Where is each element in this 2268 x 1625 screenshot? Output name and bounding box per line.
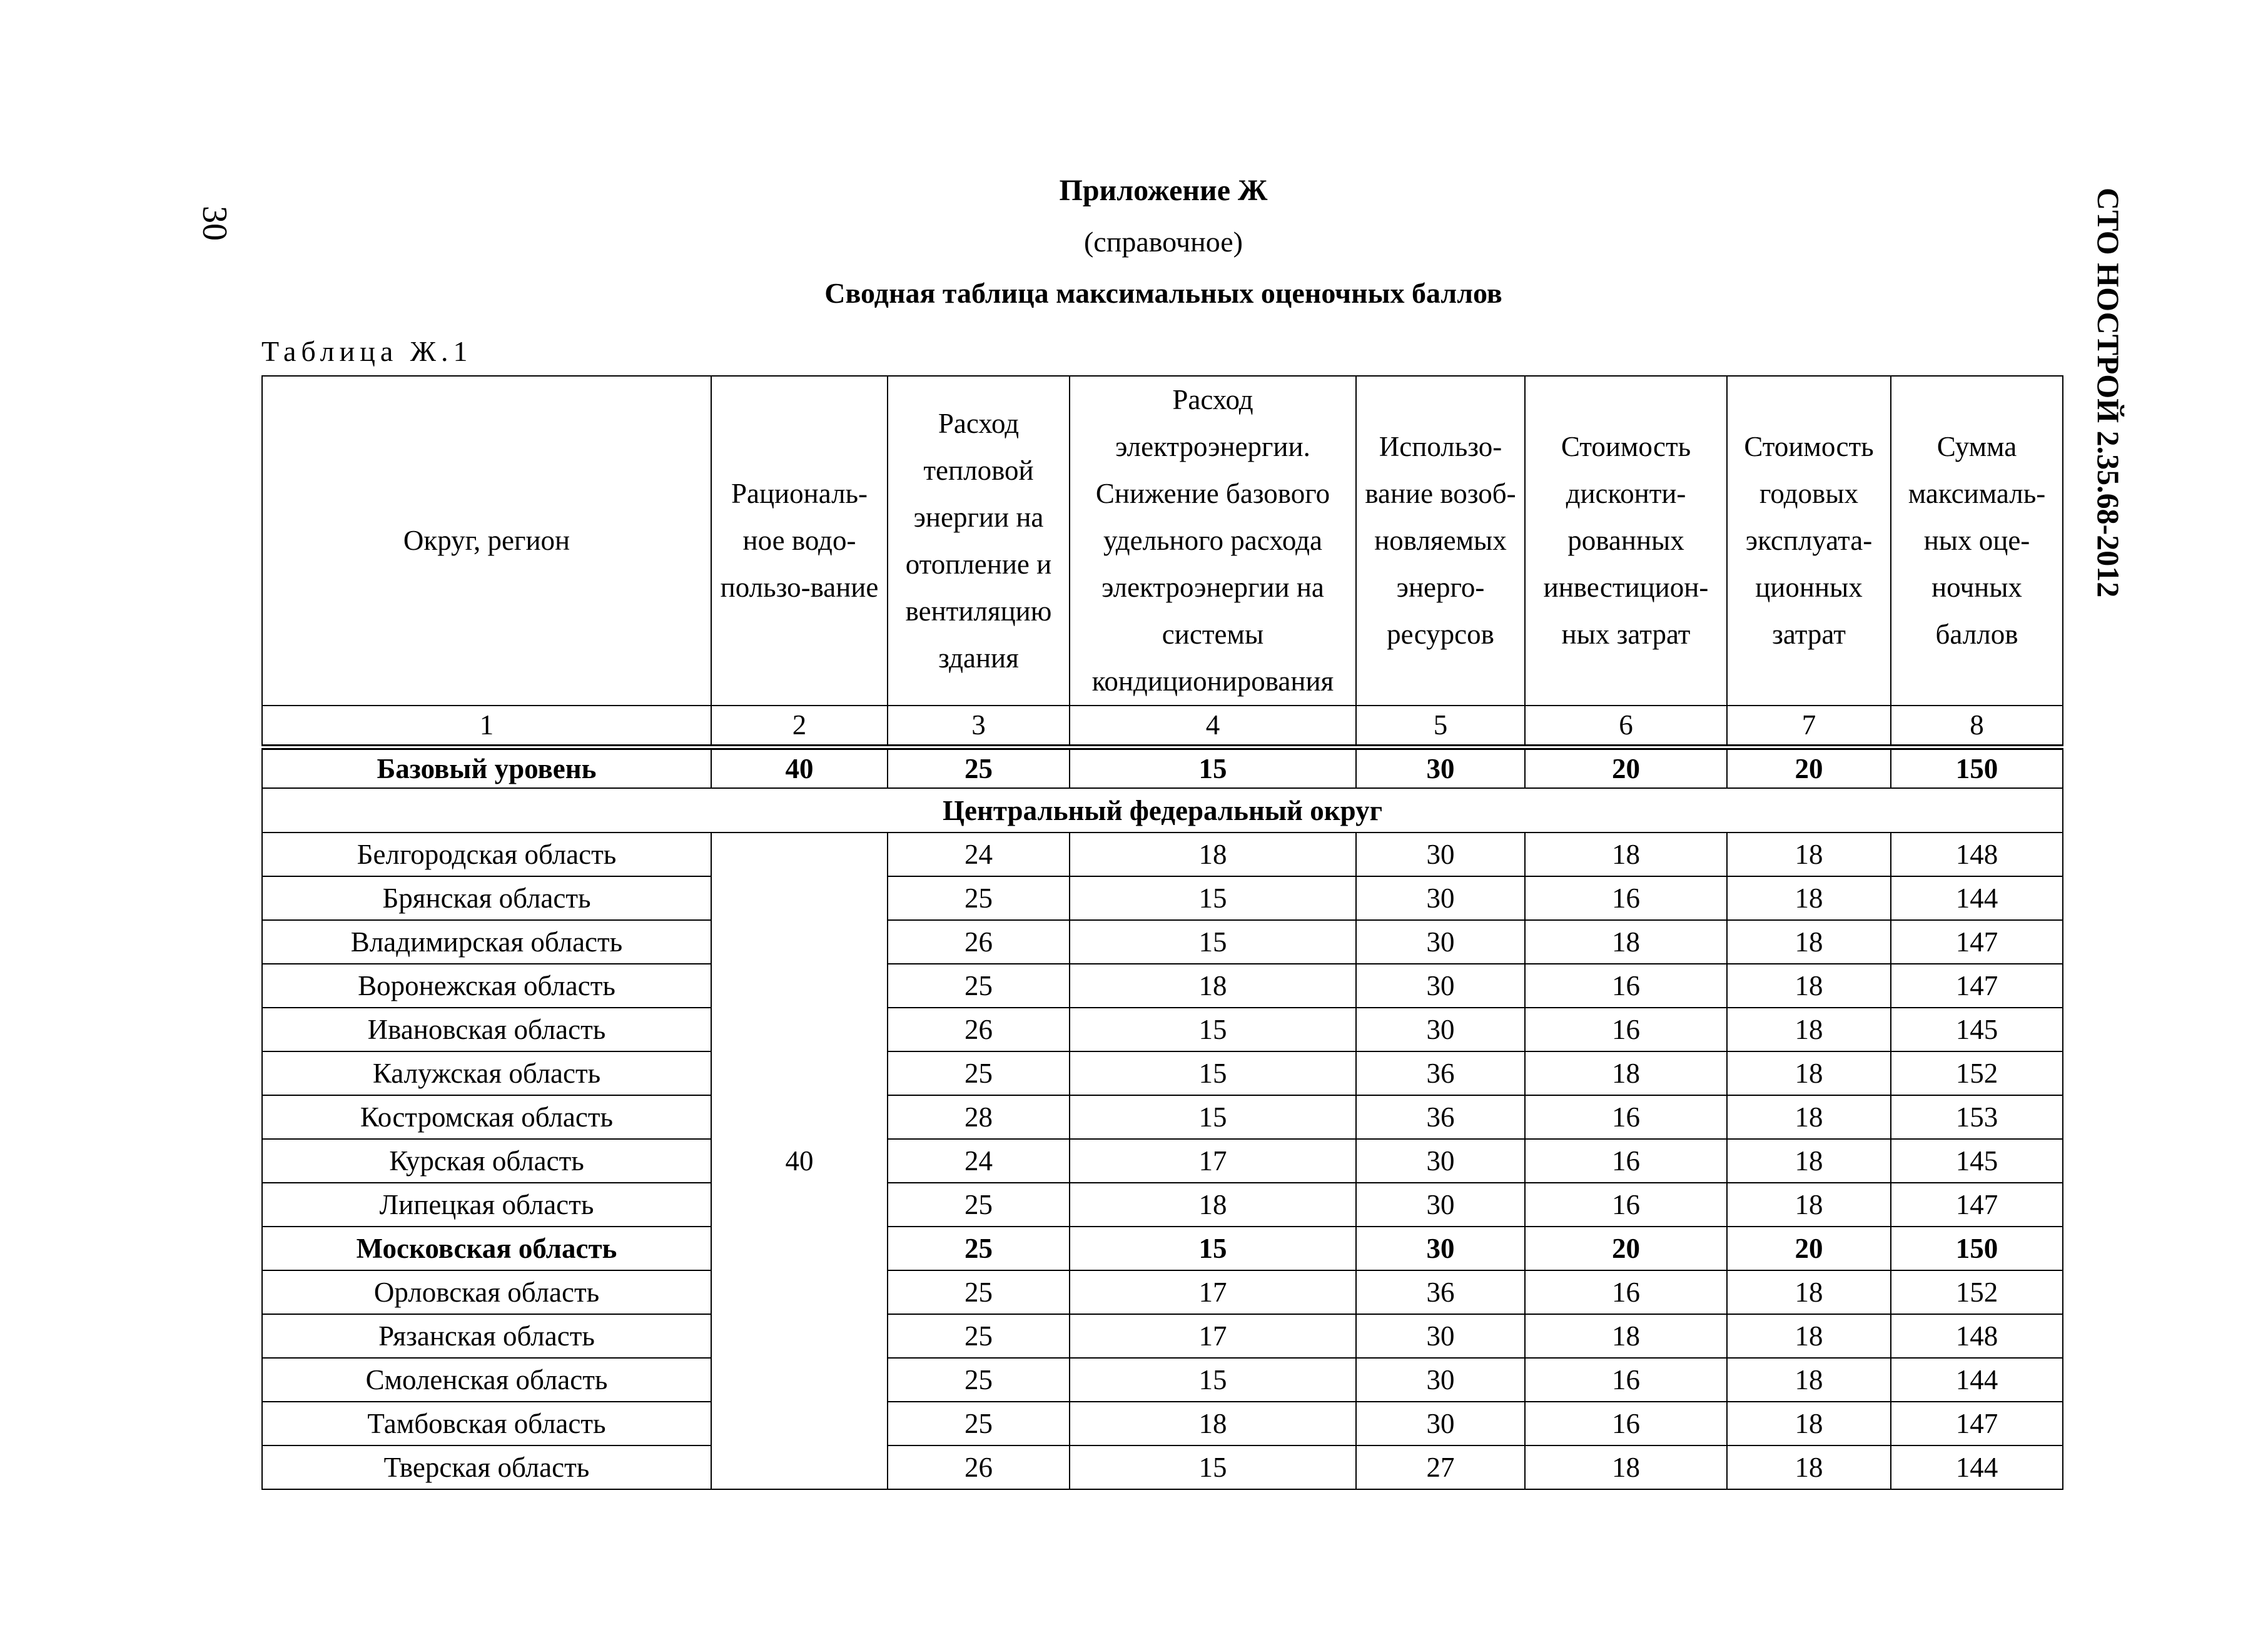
score-cell: 30 [1356, 964, 1525, 1008]
table-row [262, 964, 2063, 1008]
score-cell: 145 [1891, 1008, 2063, 1051]
table-row [262, 1227, 2063, 1270]
score-cell: 15 [1070, 1358, 1356, 1402]
region-name: Курская область [262, 1139, 711, 1183]
table-row [262, 1095, 2063, 1139]
score-cell: 26 [888, 1445, 1070, 1489]
score-cell: 150 [1891, 1227, 2063, 1270]
table-row [262, 920, 2063, 964]
score-cell: 145 [1891, 1139, 2063, 1183]
base-cell: 25 [888, 747, 1070, 788]
header-cell: Стоимость годовых эксплуата-ционных затрат [1727, 376, 1891, 706]
table-row [262, 1183, 2063, 1227]
score-cell: 18 [1727, 1358, 1891, 1402]
score-cell: 20 [1525, 1227, 1727, 1270]
score-cell: 25 [888, 1270, 1070, 1314]
region-name: Московская область [262, 1227, 711, 1270]
region-name: Белгородская область [262, 833, 711, 876]
region-name: Липецкая область [262, 1183, 711, 1227]
score-cell: 30 [1356, 1227, 1525, 1270]
score-cell: 30 [1356, 1358, 1525, 1402]
score-cell: 18 [1525, 920, 1727, 964]
score-cell: 30 [1356, 833, 1525, 876]
score-cell: 17 [1070, 1314, 1356, 1358]
score-cell: 147 [1891, 920, 2063, 964]
score-cell: 18 [1727, 833, 1891, 876]
region-name: Владимирская область [262, 920, 711, 964]
score-cell: 18 [1727, 1008, 1891, 1051]
column-number: 8 [1891, 706, 2063, 747]
score-cell: 18 [1525, 833, 1727, 876]
score-cell: 15 [1070, 1227, 1356, 1270]
region-name: Воронежская область [262, 964, 711, 1008]
score-cell: 18 [1727, 1402, 1891, 1445]
score-cell: 16 [1525, 1008, 1727, 1051]
column-number: 7 [1727, 706, 1891, 747]
header-cell: Расход электроэнергии. Снижение базового удельного расхода электроэнергии на системы кондиционирования [1070, 376, 1356, 706]
district-row [262, 788, 2063, 833]
document-code: СТО НОСТРОЙ 2.35.68-2012 [2091, 188, 2126, 598]
header-cell: Рациональ-ное водо-пользо-вание [711, 376, 888, 706]
column-number: 5 [1356, 706, 1525, 747]
score-cell: 18 [1070, 1183, 1356, 1227]
region-name: Ивановская область [262, 1008, 711, 1051]
score-cell: 15 [1070, 876, 1356, 920]
column-number: 2 [711, 706, 888, 747]
score-cell: 15 [1070, 920, 1356, 964]
base-cell: 20 [1525, 747, 1727, 788]
score-cell: 18 [1525, 1314, 1727, 1358]
score-cell: 15 [1070, 1095, 1356, 1139]
score-cell: 30 [1356, 876, 1525, 920]
base-cell: 150 [1891, 747, 2063, 788]
table-row [262, 1445, 2063, 1489]
score-cell: 25 [888, 1314, 1070, 1358]
header-row [262, 376, 2063, 706]
heading-block [263, 172, 2064, 312]
score-cell: 16 [1525, 1139, 1727, 1183]
score-cell: 25 [888, 1051, 1070, 1095]
score-cell: 18 [1727, 1183, 1891, 1227]
score-cell: 25 [888, 876, 1070, 920]
score-cell: 25 [888, 1402, 1070, 1445]
region-name: Орловская область [262, 1270, 711, 1314]
table-row [262, 1358, 2063, 1402]
region-name: Калужская область [262, 1051, 711, 1095]
score-cell: 24 [888, 833, 1070, 876]
region-name: Брянская область [262, 876, 711, 920]
column-number: 3 [888, 706, 1070, 747]
score-cell: 18 [1727, 1095, 1891, 1139]
score-cell: 18 [1727, 964, 1891, 1008]
score-cell: 16 [1525, 1270, 1727, 1314]
table-row [262, 833, 2063, 876]
base-level-row [262, 747, 2063, 788]
score-cell: 30 [1356, 1183, 1525, 1227]
score-cell: 30 [1356, 1314, 1525, 1358]
score-cell: 16 [1525, 1358, 1727, 1402]
score-cell: 30 [1356, 920, 1525, 964]
score-cell: 16 [1525, 876, 1727, 920]
header-cell: Расход тепловой энергии на отопление и вентиляцию здания [888, 376, 1070, 706]
base-cell: Базовый уровень [262, 747, 711, 788]
region-name: Костромская область [262, 1095, 711, 1139]
base-cell: 40 [711, 747, 888, 788]
score-cell: 24 [888, 1139, 1070, 1183]
score-cell: 15 [1070, 1008, 1356, 1051]
score-cell: 144 [1891, 1445, 2063, 1489]
score-cell: 27 [1356, 1445, 1525, 1489]
appendix-title: Приложение Ж [1059, 174, 1268, 207]
score-cell: 26 [888, 1008, 1070, 1051]
table-label: Таблица Ж.1 [261, 335, 473, 367]
score-cell: 18 [1727, 1051, 1891, 1095]
score-cell: 30 [1356, 1139, 1525, 1183]
page-number: 30 [195, 206, 234, 241]
score-cell: 18 [1070, 964, 1356, 1008]
score-cell: 18 [1525, 1445, 1727, 1489]
score-cell: 30 [1356, 1008, 1525, 1051]
header-cell: Использо-вание возоб-новляемых энерго-ресурсов [1356, 376, 1525, 706]
table-row [262, 876, 2063, 920]
region-name: Смоленская область [262, 1358, 711, 1402]
header-cell: Округ, регион [262, 376, 711, 706]
table-row [262, 1008, 2063, 1051]
score-cell: 15 [1070, 1445, 1356, 1489]
region-name: Рязанская область [262, 1314, 711, 1358]
score-cell: 16 [1525, 1402, 1727, 1445]
table-row [262, 1139, 2063, 1183]
table-row [262, 1051, 2063, 1095]
score-cell: 144 [1891, 876, 2063, 920]
score-cell: 16 [1525, 1183, 1727, 1227]
score-cell: 147 [1891, 964, 2063, 1008]
score-cell: 144 [1891, 1358, 2063, 1402]
score-cell: 16 [1525, 1095, 1727, 1139]
score-cell: 25 [888, 964, 1070, 1008]
score-cell: 36 [1356, 1270, 1525, 1314]
column-number: 1 [262, 706, 711, 747]
score-cell: 28 [888, 1095, 1070, 1139]
score-cell: 147 [1891, 1402, 2063, 1445]
score-cell: 18 [1525, 1051, 1727, 1095]
score-cell: 18 [1727, 1314, 1891, 1358]
column-number: 4 [1070, 706, 1356, 747]
score-cell: 18 [1070, 833, 1356, 876]
score-cell: 148 [1891, 1314, 2063, 1358]
table-row [262, 1270, 2063, 1314]
score-cell: 148 [1891, 833, 2063, 876]
score-cell: 25 [888, 1358, 1070, 1402]
score-cell: 147 [1891, 1183, 2063, 1227]
score-cell: 30 [1356, 1402, 1525, 1445]
base-cell: 20 [1727, 747, 1891, 788]
table-row [262, 1402, 2063, 1445]
district-heading: Центральный федеральный округ [262, 788, 2063, 833]
score-cell: 36 [1356, 1095, 1525, 1139]
score-cell: 17 [1070, 1270, 1356, 1314]
region-name: Тамбовская область [262, 1402, 711, 1445]
score-cell: 152 [1891, 1270, 2063, 1314]
table-row [262, 1314, 2063, 1358]
score-cell: 20 [1727, 1227, 1891, 1270]
header-cell: Сумма максималь-ных оце-ночных баллов [1891, 376, 2063, 706]
appendix-subtitle: (справочное) [1083, 226, 1243, 258]
score-cell: 18 [1727, 1445, 1891, 1489]
score-cell: 25 [888, 1227, 1070, 1270]
score-cell: 152 [1891, 1051, 2063, 1095]
score-cell: 26 [888, 920, 1070, 964]
score-cell: 25 [888, 1183, 1070, 1227]
score-cell: 18 [1727, 920, 1891, 964]
table-title: Сводная таблица максимальных оценочных баллов [824, 277, 1502, 309]
column-number-row [262, 706, 2063, 747]
score-cell: 18 [1727, 1270, 1891, 1314]
region-name: Тверская область [262, 1445, 711, 1489]
base-cell: 15 [1070, 747, 1356, 788]
header-cell: Стоимость дисконти-рованных инвестицион-ных затрат [1525, 376, 1727, 706]
score-cell: 15 [1070, 1051, 1356, 1095]
column-number: 6 [1525, 706, 1727, 747]
score-cell: 153 [1891, 1095, 2063, 1139]
score-cell: 36 [1356, 1051, 1525, 1095]
score-cell: 18 [1727, 1139, 1891, 1183]
scores-table [261, 375, 2063, 1490]
score-cell: 17 [1070, 1139, 1356, 1183]
water-use-merged-cell: 40 [711, 833, 888, 1489]
score-cell: 18 [1727, 876, 1891, 920]
score-cell: 18 [1070, 1402, 1356, 1445]
score-cell: 16 [1525, 964, 1727, 1008]
base-cell: 30 [1356, 747, 1525, 788]
